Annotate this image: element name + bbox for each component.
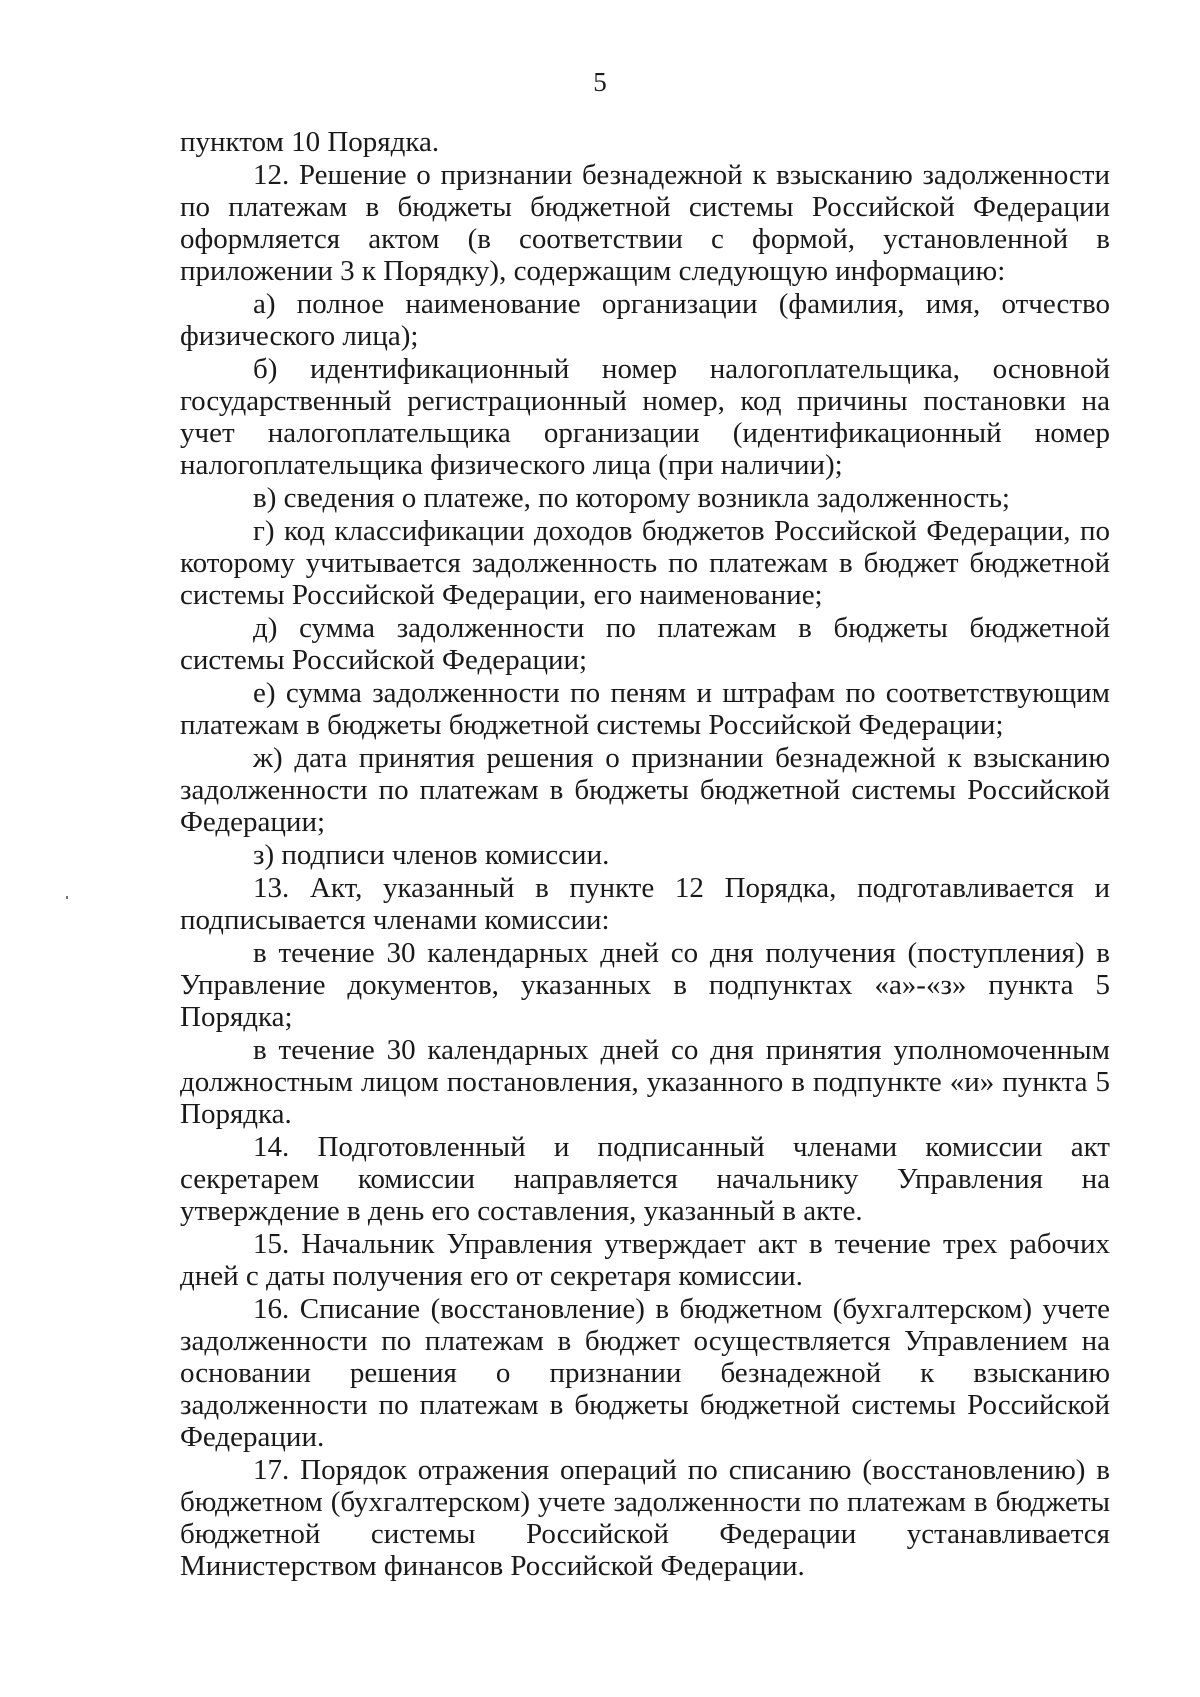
paragraph-item-13-term-1: в течение 30 календарных дней со дня получения (поступления) в Управление документов, указанных в подпунктах «а»-«з» пункта 5 Порядка; [180,937,1110,1033]
subitem-d: д) сумма задолженности по платежам в бюджеты бюджетной системы Российской Федерации; [180,612,1110,676]
paragraph-item-14: 14. Подготовленный и подписанный членами комиссии акт секретарем комиссии направляется начальнику Управления на утверждение в день его составления, указанный в акте. [180,1131,1110,1227]
subitem-v: в) сведения о платеже, по которому возникла задолженность; [253,482,1010,514]
subitem-z: з) подписи членов комиссии. [253,839,610,871]
paragraph-item-13-term-2: в течение 30 календарных дней со дня принятия уполномоченным должностным лицом постановления, указанного в подпункте «и» пункта 5 Порядка. [180,1034,1110,1130]
subitem-a: а) полное наименование организации (фамилия, имя, отчество физического лица); [180,288,1110,352]
paragraph-item-13: 13. Акт, указанный в пункте 12 Порядка, подготавливается и подписывается членами комиссии: [180,872,1110,936]
paragraph-continuation: пунктом 10 Порядка. [180,126,440,158]
page-number: 5 [593,67,607,97]
scan-artifact [66,896,68,899]
paragraph-item-15: 15. Начальник Управления утверждает акт в течение трех рабочих дней с даты получения его от секретаря комиссии. [180,1228,1110,1292]
subitem-zh: ж) дата принятия решения о признании безнадежной к взысканию задолженности по платежам в бюджеты бюджетной системы Российской Федерации; [180,742,1110,838]
subitem-b: б) идентификационный номер налогоплательщика, основной государственный регистрационный номер, код причины постановки на учет налогоплательщика организации (идентификационный номер налогоплательщика физического лица (при наличии); [180,353,1110,481]
paragraph-item-12: 12. Решение о признании безнадежной к взысканию задолженности по платежам в бюджеты бюджетной системы Российской Федерации оформляется актом (в соответствии с формой, установленной в приложении 3 к Порядку), содержащим следующую информацию: [180,159,1110,287]
paragraph-item-17: 17. Порядок отражения операций по списанию (восстановлению) в бюджетном (бухгалтерском) учете задолженности по платежам в бюджеты бюджетной системы Российской Федерации устанавливается Министерством финансов Российской Федерации. [180,1454,1110,1582]
paragraph-item-16: 16. Списание (восстановление) в бюджетном (бухгалтерском) учете задолженности по платежам в бюджет осуществляется Управлением на основании решения о признании безнадежной к взысканию задолженности по платежам в бюджеты бюджетной системы Российской Федерации. [180,1293,1110,1453]
subitem-g: г) код классификации доходов бюджетов Российской Федерации, по которому учитывается задолженность по платежам в бюджет бюджетной системы Российской Федерации, его наименование; [180,515,1110,611]
subitem-e: е) сумма задолженности по пеням и штрафам по соответствующим платежам в бюджеты бюджетной системы Российской Федерации; [180,677,1110,741]
document-body [180,126,1110,1583]
